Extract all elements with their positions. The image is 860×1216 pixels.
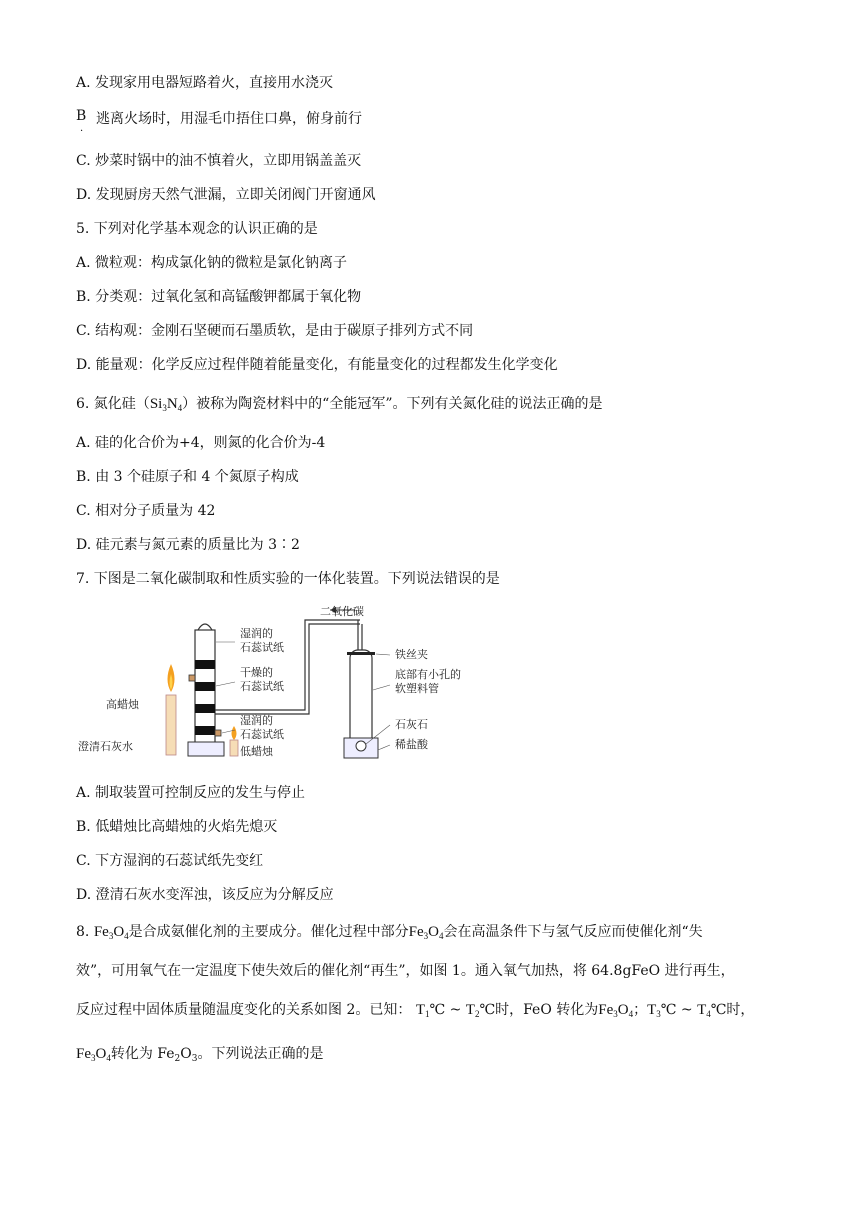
label-wet-litmus-bottom-2: 石蕊试纸 <box>240 728 284 741</box>
q8-line-4: $Fe_3O_4$转化为 $Fe_2O_3$。下列说法正确的是 <box>76 1046 324 1064</box>
label-tube-2: 软塑料管 <box>395 682 439 695</box>
label-wet-litmus-top-2: 石蕊试纸 <box>240 641 284 654</box>
formula-si3n4: $Si_3N_4$ <box>149 396 183 413</box>
co2-apparatus-diagram <box>78 600 500 770</box>
label-limestone: 石灰石 <box>395 718 428 731</box>
q7-option-d: D. 澄清石灰水变浑浊，该反应为分解反应 <box>76 887 334 903</box>
short-candle <box>230 740 238 756</box>
q6-stem: 6. 氮化硅$(Si_3N_4)$被称为陶瓷材料中的“全能冠军”。下列有关氮化硅的说法正确的是 <box>76 396 603 413</box>
q5-option-c: C. 结构观：金刚石坚硬而石墨质软，是由于碳原子排列方式不同 <box>76 323 474 339</box>
wire-clip <box>347 652 375 655</box>
label-co2: 二氧化碳 <box>320 605 364 618</box>
q4-option-c: C. 炒菜时锅中的油不慎着火，立即用锅盖盖灭 <box>76 153 362 169</box>
label-wet-litmus-top-1: 湿润的 <box>240 627 273 640</box>
q7-option-a: A. 制取装置可控制反应的发生与停止 <box>76 785 306 801</box>
q8-line-3: 反应过程中固体质量随温度变化的关系如图 2。已知： $T_1℃$ ~ $T_2℃$时，FeO 转化为$Fe_3O_4$；$T_3℃$ ~ $T_4℃$时， <box>76 1002 755 1019</box>
label-limewater: 澄清石灰水 <box>78 740 133 753</box>
q8-line-2: 效”，可用氧气在一定温度下使失效后的催化剂“再生”，如图 1。通入氧气加热，将 64.8gFeO 进行再生， <box>76 963 735 979</box>
litmus-strip-top <box>195 660 215 669</box>
q4-option-b-dot: · <box>80 126 84 137</box>
label-tube-1: 底部有小孔的 <box>395 668 461 681</box>
q7-option-b: B. 低蜡烛比高蜡烛的火焰先熄灭 <box>76 819 278 835</box>
q7-stem: 7. 下图是二氧化碳制取和性质实验的一体化装置。下列说法错误的是 <box>76 571 500 587</box>
q4-option-b: 逃离火场时，用湿毛巾捂住口鼻，俯身前行 <box>96 111 362 127</box>
tall-candle <box>166 695 176 755</box>
q7-option-c: C. 下方湿润的石蕊试纸先变红 <box>76 853 264 869</box>
litmus-strip-middle <box>195 704 215 713</box>
q4-option-b-letter: B <box>76 108 87 124</box>
litmus-strip-bottom <box>195 726 215 735</box>
q5-option-b: B. 分类观：过氧化氢和高锰酸钾都属于氧化物 <box>76 289 362 305</box>
label-short-candle: 低蜡烛 <box>240 745 273 758</box>
q6-option-b: B. 由 3 个硅原子和 4 个氮原子构成 <box>76 469 299 485</box>
q6-option-a: A. 硅的化合价为+4，则氮的化合价为-4 <box>76 435 326 451</box>
q6-option-c: C. 相对分子质量为 42 <box>76 503 216 519</box>
q5-option-a: A. 微粒观：构成氯化钠的微粒是氯化钠离子 <box>76 255 348 271</box>
label-wet-litmus-bottom-1: 湿润的 <box>240 714 273 727</box>
label-dry-litmus-1: 干燥的 <box>240 666 273 679</box>
short-candle-flame <box>232 726 237 740</box>
q4-option-a: A. 发现家用电器短路着火，直接用水浇灭 <box>76 75 334 91</box>
q5-option-d: D. 能量观：化学反应过程伴随着能量变化，有能量变化的过程都发生化学变化 <box>76 357 558 373</box>
q5-stem: 5. 下列对化学基本观念的认识正确的是 <box>76 221 318 237</box>
litmus-strip-dry <box>195 682 215 691</box>
label-tall-candle: 高蜡烛 <box>106 698 139 711</box>
soft-plastic-tube <box>350 650 372 750</box>
limestone-piece <box>356 741 366 751</box>
label-dry-litmus-2: 石蕊试纸 <box>240 680 284 693</box>
label-dilute-hcl: 稀盐酸 <box>395 738 428 751</box>
q4-option-d: D. 发现厨房天然气泄漏，立即关闭阀门开窗通风 <box>76 187 376 203</box>
q6-option-d: D. 硅元素与氮元素的质量比为 3∶2 <box>76 537 300 553</box>
q8-line-1: 8. $Fe_3O_4$是合成氨催化剂的主要成分。催化过程中部分$Fe_3O_4$会在高温条件下与氢气反应而使催化剂“失 <box>76 924 703 941</box>
label-wire-clip: 铁丝夹 <box>395 648 428 661</box>
